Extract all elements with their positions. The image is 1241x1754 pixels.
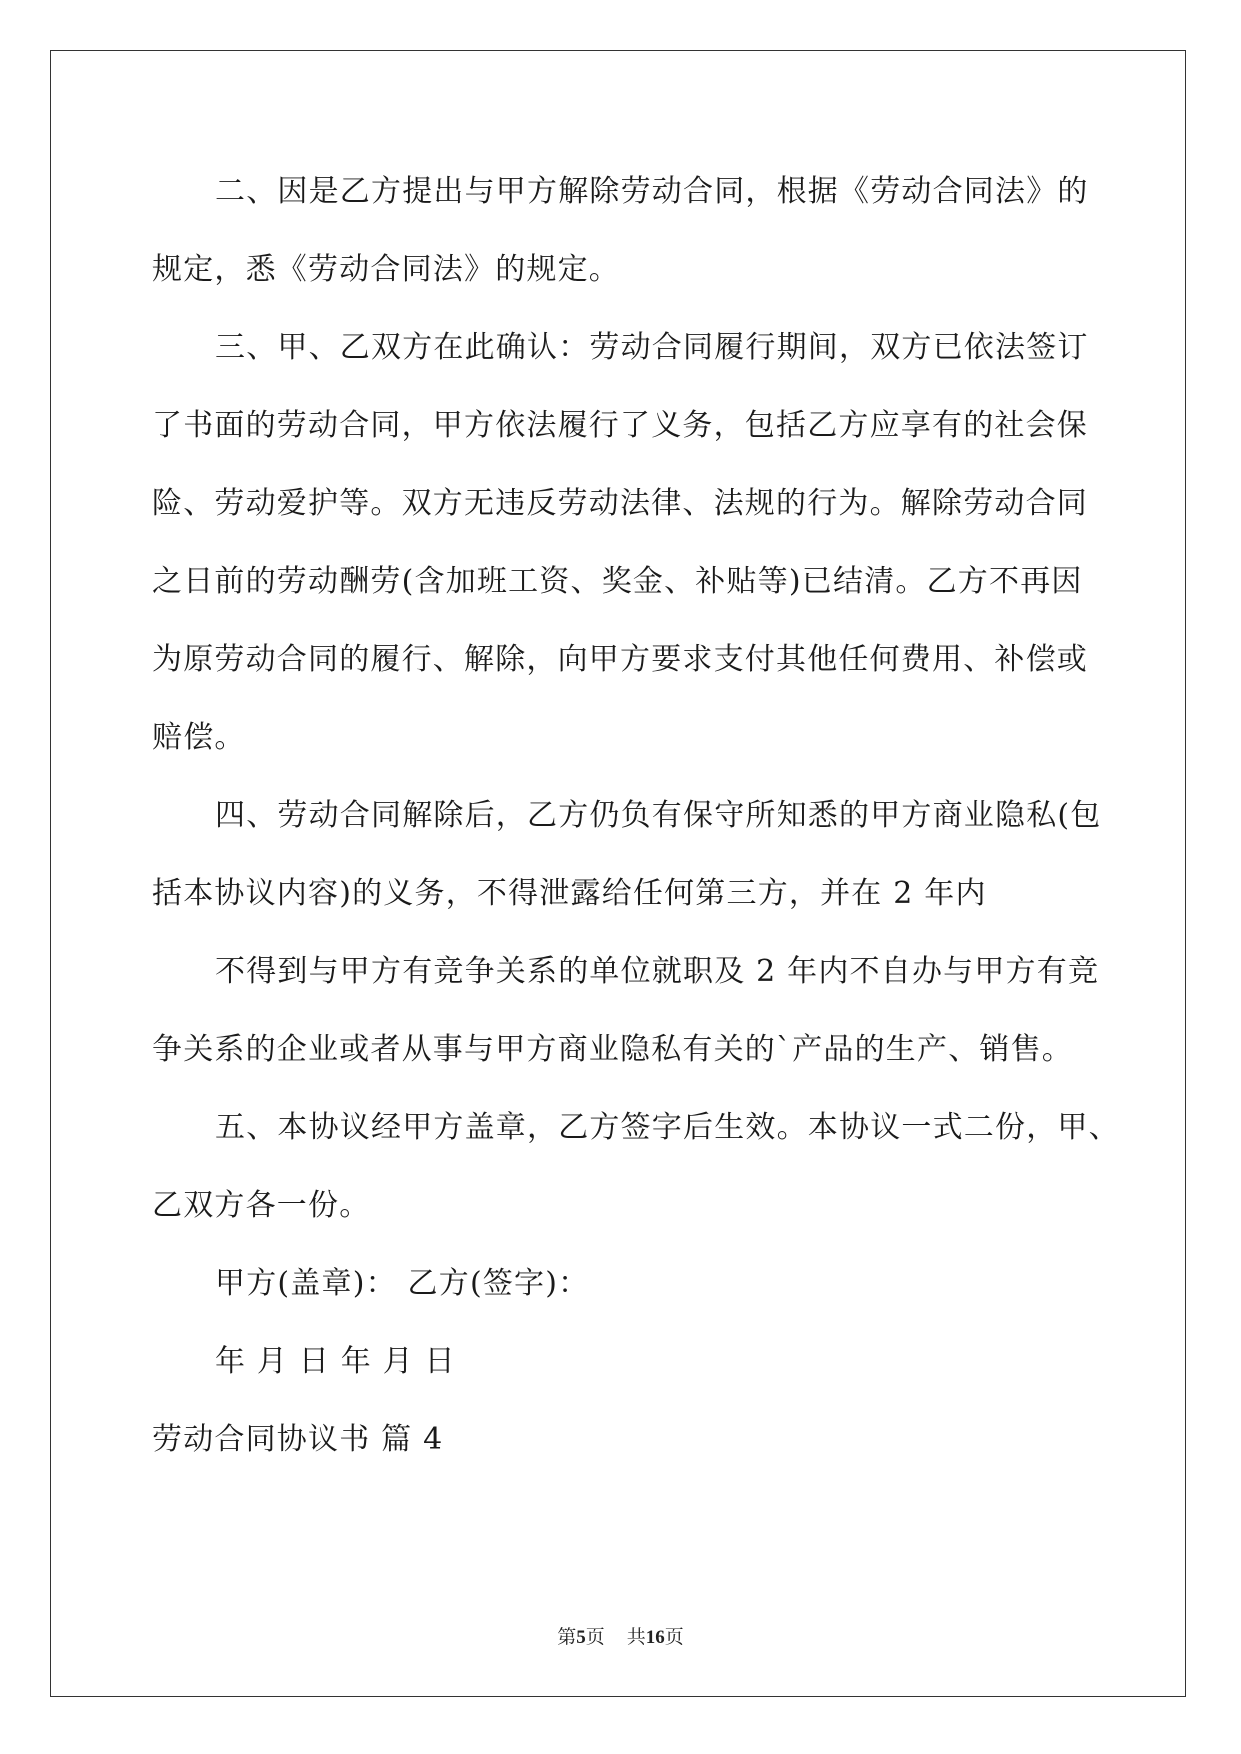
clause-3-line-3: 险、劳动爱护等。双方无违反劳动法律、法规的行为。解除劳动合同 [152,486,1088,521]
signature-line: 甲方(盖章)： 乙方(签字)： [215,1266,590,1301]
clause-3-line-5: 为原劳动合同的履行、解除，向甲方要求支付其他任何费用、补偿或 [152,642,1088,677]
clause-4-line-4: 争关系的企业或者从事与甲方商业隐私有关的`产品的生产、销售。 [152,1032,1073,1067]
clause-5-line-1: 五、本协议经甲方盖章，乙方签字后生效。本协议一式二份，甲、 [215,1110,1120,1145]
current-page-number: 5 [576,1627,586,1648]
clause-3-line-4: 之日前的劳动酬劳(含加班工资、奖金、补贴等)已结清。乙方不再因 [152,564,1083,599]
page-suffix: 页 [585,1627,605,1648]
date-line: 年 月 日 年 月 日 [215,1344,456,1379]
clause-4-line-2: 括本协议内容)的义务，不得泄露给任何第三方，并在 2 年内 [152,876,987,911]
total-suffix: 页 [664,1627,684,1648]
clause-3-line-2: 了书面的劳动合同，甲方依法履行了义务，包括乙方应享有的社会保 [152,408,1088,443]
page-footer [0,1622,1241,1649]
clause-5-line-2: 乙双方各一份。 [152,1188,371,1223]
clause-2-line-2: 规定，悉《劳动合同法》的规定。 [152,252,620,287]
clause-2-line-1: 二、因是乙方提出与甲方解除劳动合同，根据《劳动合同法》的 [215,174,1089,209]
total-pages-number: 16 [645,1627,665,1648]
total-prefix: 共 [626,1627,646,1648]
document-body [152,165,1120,1491]
clause-3-line-6: 赔偿。 [152,720,246,755]
clause-4-line-3: 不得到与甲方有竞争关系的单位就职及 2 年内不自办与甲方有竞 [215,954,1100,989]
page-prefix: 第 [557,1627,577,1648]
clause-4-line-1: 四、劳动合同解除后，乙方仍负有保守所知悉的甲方商业隐私(包 [215,798,1102,833]
clause-3-line-1: 三、甲、乙双方在此确认：劳动合同履行期间，双方已依法签订 [215,330,1089,365]
section-heading: 劳动合同协议书 篇 4 [152,1422,444,1457]
